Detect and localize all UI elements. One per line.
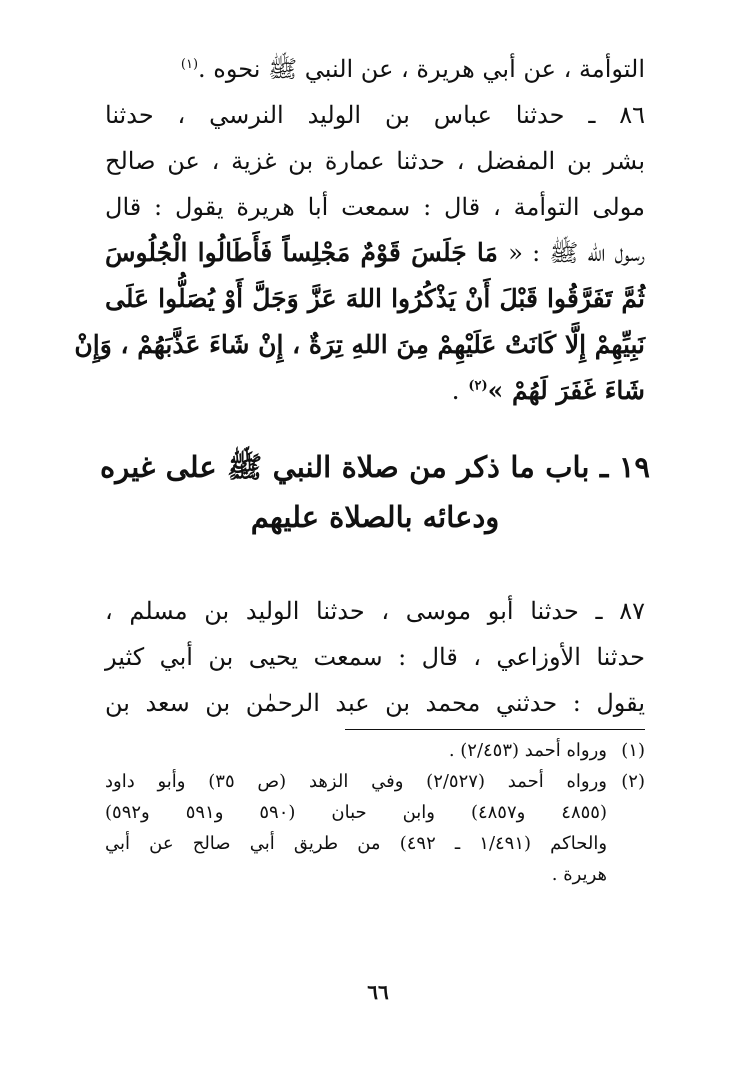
hadith-86-matn-line-3: نَبِيِّهِمْ إِلَّا كَانَتْ عَلَيْهِمْ مِنَ اللهِ تِرَةٌ ، إِنْ شَاءَ عَذَّبَهُمْ ، وَإِنْ — [74, 330, 645, 359]
hadith-86-isnad — [105, 92, 645, 230]
hadith-86-matn-body — [74, 276, 645, 414]
hadith-87-line-3: يقول : حدثني محمد بن عبد الرحمٰن بن سعد بن — [105, 689, 645, 717]
page-number: ٦٦ — [367, 980, 389, 1004]
chapter-title-line-1: ١٩ ـ باب ما ذكر من صلاة النبي ﷺ على غيره — [100, 450, 650, 484]
footnote-1-text — [105, 735, 645, 766]
intro-line — [105, 46, 645, 92]
footnote-2-line-2: (٤٨٥٥ و٤٨٥٧) وابن حبان (٥٩٠ و٥٩١ و٥٩٢) — [105, 802, 607, 823]
footnote-1 — [105, 735, 645, 766]
footnote-2-line-4: هريرة . — [551, 864, 607, 885]
hadith-86-narration-prefix: رسول الله ﷺ : « — [508, 239, 645, 267]
footnote-2 — [105, 766, 645, 890]
footnote-separator — [345, 729, 645, 730]
chapter-heading — [100, 442, 650, 542]
footnote-2-number: (٢) — [621, 771, 645, 792]
hadith-87-line-2: حدثنا الأوزاعي ، قال : سمعت يحيى بن أبي كثير — [105, 643, 645, 671]
footnote-1-line-1: ورواه أحمد (٢/٤٥٣) . — [448, 740, 607, 761]
hadith-86-matn-line-4 — [105, 368, 645, 414]
hadith-86-matn-line-2: ثُمَّ تَفَرَّقُوا قَبْلَ أَنْ يَذْكُرُوا اللهَ عَزَّ وَجَلَّ أَوْ يُصَلُّوا عَلَى — [105, 284, 645, 313]
chapter-title-line-2: ودعائه بالصلاة عليهم — [250, 500, 500, 534]
hadith-86-matn-line-4-text: شَاءَ غَفَرَ لَهُمْ » — [487, 376, 645, 405]
intro-paragraph — [105, 46, 645, 92]
hadith-86-line-2: بشر بن المفضل ، حدثنا عمارة بن غزية ، عن صالح — [105, 147, 645, 175]
footnote-ref-1: (١) — [180, 57, 199, 72]
footnote-ref-2: (٢) — [468, 378, 488, 394]
hadith-87-line-1: ٨٧ ـ حدثنا أبو موسى ، حدثنا الوليد بن مسلم ، — [105, 597, 645, 625]
hadith-86-matn — [105, 230, 645, 276]
hadith-86-line-3: مولى التوأمة ، قال : سمعت أبا هريرة يقول : قال — [105, 193, 645, 221]
hadith-87 — [105, 588, 645, 726]
intro-line-text: التوأمة ، عن أبي هريرة ، عن النبي ﷺ نحوه . — [198, 55, 645, 83]
footnote-2-text — [105, 766, 645, 890]
footnote-1-number: (١) — [621, 740, 645, 761]
hadith-86-matn-line-1: مَا جَلَسَ قَوْمٌ مَجْلِساً فَأَطَالُوا الْجُلُوسَ — [105, 238, 498, 267]
hadith-86-end-mark: . — [451, 376, 460, 405]
footnote-2-line-1: ورواه أحمد (٢/٥٢٧) وفي الزهد (ص ٣٥) وأبو داود — [105, 771, 607, 792]
footnote-2-line-3: والحاكم (١/٤٩١ ـ ٤٩٢) من طريق أبي صالح عن أبي — [105, 833, 608, 854]
footnotes — [105, 735, 645, 890]
hadith-86-line-4 — [105, 230, 645, 276]
hadith-86-line-1: ٨٦ ـ حدثنا عباس بن الوليد النرسي ، حدثنا — [105, 101, 645, 129]
